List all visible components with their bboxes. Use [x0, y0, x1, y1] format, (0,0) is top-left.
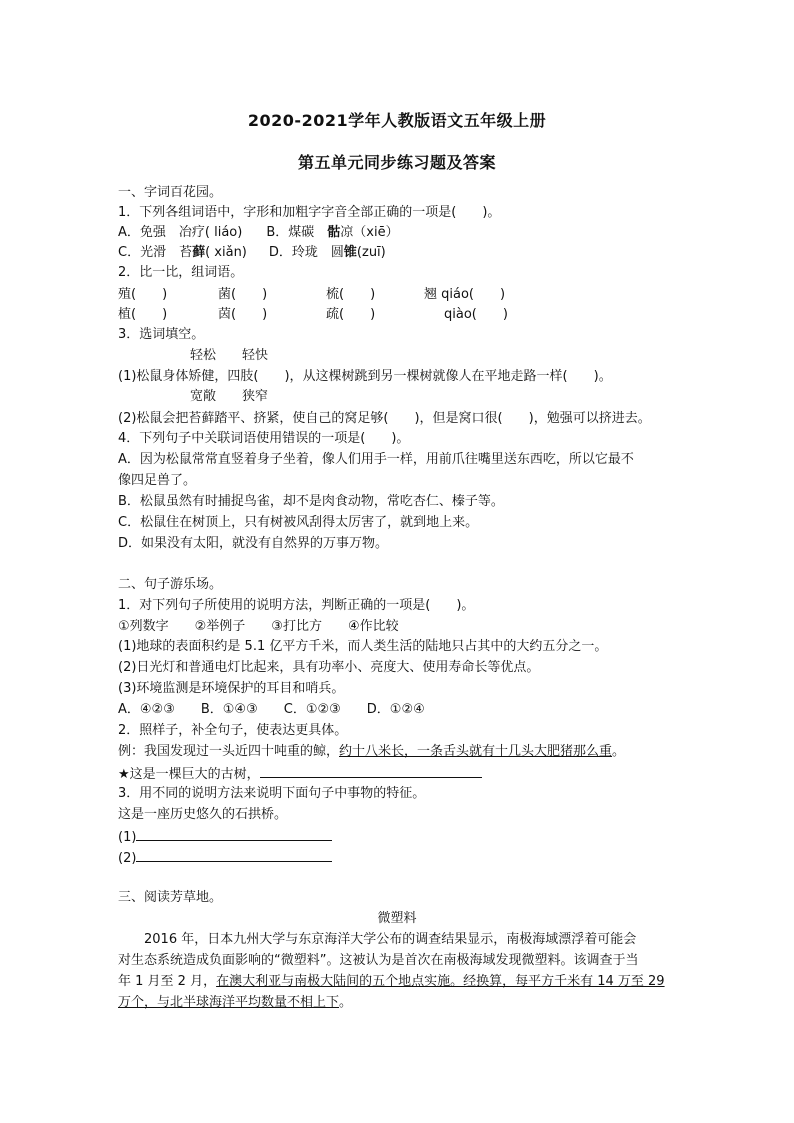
s2-q3-answer-2: [118, 848, 332, 868]
word-cell: 菌( ): [218, 287, 268, 302]
word-cell: 茵( ): [218, 307, 268, 322]
answer-blank[interactable]: [136, 827, 332, 841]
s1-question-1: 1．下列各组词语中，字形和加粗字字音全部正确的一项是( )。: [118, 205, 501, 220]
document-subtitle: 第五单元同步练习题及答案: [297, 153, 496, 172]
article-line-4-end: 。: [339, 995, 353, 1010]
s2-question-1: 1．对下列句子所使用的说明方法，判断正确的一项是( )。: [118, 598, 475, 613]
option-c-bold-char: 藓: [192, 245, 206, 260]
s1-q4-option-d: D．如果没有太阳，就没有自然界的万事万物。: [118, 536, 389, 551]
s1-q4-option-a-line2: 像四足兽了。: [118, 473, 197, 488]
s2-q2-example: [118, 743, 625, 761]
word-cell: 殖( ): [118, 287, 168, 302]
article-line-3-underlined: 在澳大利亚与南极大陆间的五个地点实施。经换算，每平方千米有 14 万至 29: [216, 974, 665, 989]
s2-q1-sentence-1: (1)地球的表面积约是 5.1 亿平方千米，而人类生活的陆地只占其中的大约五分之一。: [118, 639, 608, 654]
example-underlined: 约十八米长，一条舌头就有十几头大肥猪那么重: [339, 744, 613, 759]
example-prefix: 例：我国发现过一头近四十吨重的鲸，: [118, 744, 340, 759]
s1-q4-option-c: C．松鼠住在树顶上，只有树被风刮得太厉害了，就到地上来。: [118, 515, 479, 530]
s2-question-3: 3．用不同的说明方法来说明下面句子中事物的特征。: [118, 786, 426, 801]
document-title: 2020-2021学年人教版语文五年级上册: [247, 111, 547, 130]
s1-q3-sentence-1: (1)松鼠身体矫健，四肢( )，从这棵树跳到另一棵树就像人在平地走路一样( )。: [118, 369, 612, 384]
section-2-heading: 二、句子游乐场。: [118, 577, 223, 592]
s2-q2-task: [118, 764, 482, 784]
article-line-3-prefix: 年 1 月至 2 月，: [118, 974, 217, 989]
s2-q1-methods: ①列数字 ②举例子 ③打比方 ④作比较: [118, 619, 399, 634]
answer-label: (2): [118, 851, 137, 866]
section-1-heading: 一、字词百花园。: [118, 185, 223, 200]
word-cell: 疏( ): [326, 307, 376, 322]
word-cell: 梳( ): [326, 287, 376, 302]
s1-q3-sentence-2: (2)松鼠会把苔藓踏平、挤紧，使自己的窝足够( )，但是窝口很( )，勉强可以挤进去。: [118, 411, 651, 426]
option-b-tail: 凉（xiē）: [340, 225, 399, 240]
s2-q1-sentence-3: (3)环境监测是环境保护的耳目和哨兵。: [118, 681, 345, 696]
s2-q1-sentence-2: (2)日光灯和普通电灯比起来，具有功率小、亮度大、使用寿命长等优点。: [118, 660, 540, 675]
option-d: D．玲珑 圆: [268, 245, 344, 260]
s1-q3-word-choices-1: 轻松 轻快: [190, 348, 269, 363]
answer-blank[interactable]: [260, 764, 482, 778]
word-cell: 植( ): [118, 307, 168, 322]
option-b-bold-char: 骷: [327, 225, 341, 240]
s1-q1-options-ab: [118, 224, 399, 242]
article-title: 微塑料: [377, 911, 417, 926]
s2-q3-answer-1: [118, 827, 332, 847]
s1-question-3: 3．选词填空。: [118, 327, 205, 342]
s1-q4-option-b: B．松鼠虽然有时捕捉鸟雀，却不是肉食动物，常吃杏仁、榛子等。: [118, 494, 504, 509]
option-c: C．光滑 苔: [118, 245, 193, 260]
section-3-heading: 三、阅读芳草地。: [118, 890, 223, 905]
option-a: A．免强 冶疗( liáo): [118, 225, 243, 240]
s2-question-2: 2．照样子，补全句子，使表达更具体。: [118, 723, 348, 738]
article-line-3: [118, 973, 665, 991]
s1-question-2: 2．比一比，组词语。: [118, 265, 244, 280]
answer-blank[interactable]: [136, 848, 332, 862]
article-line-4: [118, 994, 352, 1012]
s2-q3-sentence: 这是一座历史悠久的石拱桥。: [118, 807, 288, 822]
s1-q1-options-cd: [118, 244, 386, 262]
option-c-tail: ( xiǎn): [205, 245, 247, 260]
word-cell: qiào( ): [444, 307, 508, 322]
task-prefix: ★这是一棵巨大的古树，: [118, 767, 260, 782]
option-b: B．煤碳: [266, 225, 328, 240]
answer-label: (1): [118, 830, 137, 845]
word-cell: 翘 qiáo( ): [424, 287, 506, 302]
s1-question-4: 4．下列句子中关联词语使用错误的一项是( )。: [118, 431, 410, 446]
article-line-1: 2016 年，日本九州大学与东京海洋大学公布的调查结果显示，南极海域漂浮着可能会: [118, 932, 637, 947]
article-line-4-underlined: 万个，与北半球海洋平均数量不相上下: [118, 995, 340, 1010]
s1-q4-option-a-line1: A．因为松鼠常常直竖着身子坐着，像人们用手一样，用前爪往嘴里送东西吃，所以它最不: [118, 452, 634, 467]
s2-q1-answer-options: A．④②③ B．①④③ C．①②③ D．①②④: [118, 702, 425, 717]
option-d-tail: (zuī): [356, 245, 386, 260]
example-end: 。: [612, 744, 626, 759]
option-d-bold-char: 锥: [343, 245, 357, 260]
s1-q3-word-choices-2: 宽敞 狭窄: [190, 389, 269, 404]
article-line-2: 对生态系统造成负面影响的“微塑料”。这被认为是首次在南极海域发现微塑料。该调查于当: [118, 953, 639, 968]
